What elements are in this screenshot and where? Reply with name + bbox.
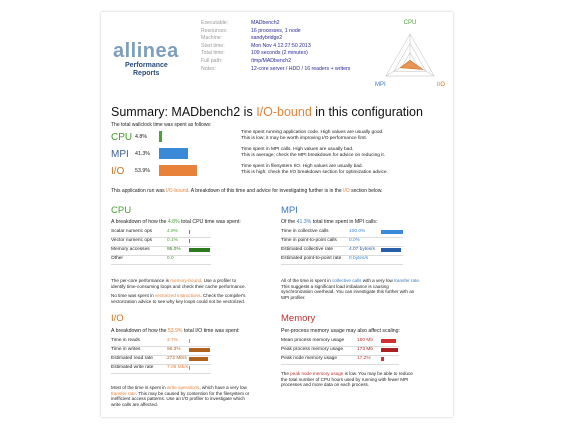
memory-advice-link-peak[interactable]: peak node memory usage [290,371,344,376]
summary-mpi-pct: 41.3% [135,151,151,157]
memory-row-divider [281,364,399,365]
mpi-advice-text-d: This suggests a significant load imbalance is causing [281,283,389,289]
summary-footer-link-iobound[interactable]: I/O-bound [166,188,189,194]
header-field-value: /tmp/MADbench2 [251,58,292,64]
summary-io-desc-2: This is high; check the I/O breakdown section for optimization advice. [241,170,388,176]
cpu-advice-1 [111,278,246,289]
io-row-value: 272 Mb/s [167,356,187,361]
io-advice [111,385,249,407]
mpi-advice-text-f: MPI profiler. [281,294,306,300]
cpu-row-divider [111,255,211,256]
io-row-label: Time in writes [111,347,141,352]
radar-label-io: I/O [436,82,445,88]
summary-cpu-desc-1: Time spent running application code. High values are usually good. [241,130,384,135]
mpi-intro-highlight: 41.3% [296,219,312,225]
io-advice-text-a: Most of the time is spent in [111,385,167,390]
cpu-row-value: 0.1% [167,238,178,243]
header-field-value: 16 processes, 1 node [251,27,301,34]
cpu-row-label: Vector numeric ops [111,238,153,243]
summary-title [111,105,423,119]
summary-io-desc [241,164,388,176]
memory-row-value: 17.2% [357,356,371,361]
header-field-value: Mon Nov 4 12:27:50 2013 [251,42,311,49]
memory-advice-text-d: processes and more data on each process. [281,382,370,388]
cpu-section-intro [111,219,241,225]
summary-io-pct: 53.9% [135,168,151,174]
cpu-advice-1-text-c: identify time-consuming loops and check their cache performance. [111,283,246,289]
mpi-row-value: 0.0% [349,238,360,243]
memory-advice-text-c: the total number of CPU hours used by running with fewer MPI [281,376,409,382]
header-field-value: 109 seconds (2 minutes) [251,50,308,57]
io-row-bar [189,366,190,370]
summary-mpi-desc-2: This is average; check the MPI breakdown for advice on reducing it. [241,153,385,159]
cpu-row-value: 0.0 [167,256,174,261]
memory-row-value: 173 Mb [357,347,373,352]
header-field-value: 12-core server / HDD / 16 readers + writers [251,65,351,72]
io-section-intro [111,328,240,334]
allinea-logo [111,40,179,80]
io-row-value: 3.7% [167,338,178,343]
io-advice-link-write-ops[interactable]: write operations [166,385,200,390]
header-field-label: Start time: [201,42,225,49]
summary-cpu-pct: 4.8% [135,134,148,140]
io-row-bar [189,348,210,352]
io-row-bar [189,339,190,343]
io-intro-highlight: 53.9% [167,328,183,334]
cpu-advice-1-text-b: . Use a profiler to [201,278,237,283]
mpi-advice-text-c: . [418,278,421,283]
mpi-row-label: Time in point-to-point calls [281,238,337,243]
io-intro-text-1: A breakdown of how the [111,328,168,334]
summary-mpi-desc [241,147,385,159]
mpi-advice-link-transfer-rate[interactable]: transfer rate [394,278,419,283]
summary-cpu-desc [241,130,383,142]
io-section-title: I/O [111,313,124,324]
summary-mpi-bar [159,148,188,159]
cpu-row-divider [111,264,211,265]
memory-advice [281,371,413,388]
io-row-bar [189,357,208,361]
header-field-label: Executable: [201,20,229,26]
summary-cpu-desc-2: This is low; it may be worth improving I/O performance first. [241,136,368,142]
header-field-label: Resources: [201,27,228,34]
memory-row-bar [381,348,398,352]
cpu-intro-text-1: A breakdown of how the [111,219,168,225]
radar-label-mpi: MPI [375,82,386,88]
mpi-section-intro [281,219,377,225]
header-field-label: Notes: [201,65,216,72]
cpu-row-bar [189,248,210,252]
summary-io-bar [159,165,197,176]
logo-sub-text-1: Performance [125,62,168,69]
cpu-row-label: Memory accesses [111,247,150,252]
io-row-label: Estimated write rate [111,365,154,370]
cpu-row-label: Other [111,256,123,261]
header-field-label: Full path: [201,58,223,64]
summary-cpu-label: CPU [111,132,133,143]
mpi-row-value: 100.0% [349,229,366,234]
mpi-row-value: 4.07 bytes/s [349,247,375,252]
mpi-advice-text-e: synchronization overhead. You can investigate this further with an [281,289,415,295]
cpu-advice-2 [111,293,245,304]
io-intro-text-2: total I/O time was spent: [182,328,240,334]
header-field-value: MADbench2 [251,20,280,26]
memory-section-title: Memory [281,313,316,324]
report-page [101,12,453,417]
mpi-row-label: Time in collective calls [281,229,329,234]
summary-io-desc-1: Time spent in filesystem I/O. High values are usually bad. [241,164,363,169]
mpi-intro-text-1: Of the [281,219,297,225]
summary-footer-text-1: This application run was [111,188,167,194]
cpu-row-value: 4.9% [167,229,178,234]
io-advice-text-c: . This may be caused by contention for the filesystem or [135,390,250,396]
summary-mpi-label: MPI [111,149,129,160]
mpi-row-bar [381,230,403,234]
summary-title-highlight: I/O-bound [256,105,312,119]
mpi-advice [281,278,420,300]
summary-title-prefix: Summary: MADbench2 is [111,105,257,119]
summary-footer-text-3: section below. [349,188,383,194]
memory-row-bar [381,357,384,361]
mpi-row-label: Estimated point-to-point rate [281,256,342,261]
memory-row-value: 160 Mb [357,338,373,343]
cpu-intro-highlight: 4.8% [167,219,180,225]
mpi-section-title: MPI [281,205,298,216]
cpu-advice-1-text-a: The per-core performance is [111,278,171,283]
io-advice-text-b: , which have a very low [199,385,247,390]
cpu-advice-2-text-b: . Check the compiler's [200,293,246,298]
cpu-row-label: Scalar numeric ops [111,229,153,234]
mpi-row-value: 0 bytes/s [349,256,369,261]
cpu-intro-text-2: total CPU time was spent: [179,219,241,225]
mpi-advice-text-a: All of the time is spent in [281,278,333,283]
cpu-advice-2-text-a: No time was spent in [111,293,155,298]
header-field-label: Total time: [201,50,225,57]
memory-advice-text-a: The [281,371,291,376]
summary-mpi-desc-1: Time spent in MPI calls. High values are usually bad. [241,147,354,152]
header-field-value: sandybridge2 [251,35,283,42]
memory-row-bar [381,339,396,343]
io-advice-text-e: write calls are affected. [111,401,158,407]
io-advice-text-d: inefficient access patterns. Use an I/O profiler to investigate which [111,396,245,402]
radar-chart [371,18,449,90]
summary-footer [111,188,383,194]
cpu-advice-link-vectorized[interactable]: vectorized instructions [154,293,201,298]
cpu-row-bar [189,239,190,243]
cpu-advice-2-text-c: vectorization advice to see why key loops could not be vectorized. [111,298,246,304]
mpi-advice-text-b: with a very low [361,278,395,283]
logo-main-text: allinea [113,40,179,62]
summary-title-suffix: in this configuration [311,105,423,119]
io-advice-link-transfer-rate[interactable]: transfer rate [111,390,136,396]
mpi-advice-link-collective[interactable]: collective calls [332,278,362,283]
cpu-row-value: 95.0% [167,247,181,252]
memory-section-intro: Per-process memory usage may also affect scaling: [281,328,400,334]
mpi-intro-text-2: total time spent in MPI calls: [311,219,378,225]
header-field-label: Machine: [201,35,223,42]
cpu-section-title: CPU [111,205,132,216]
logo-sub-text-2: Reports [133,70,160,77]
radar-polygon [400,60,423,69]
memory-advice-text-b: is low. You may be able to reduce [343,371,413,376]
memory-row-label: Peak process memory usage [281,347,344,352]
radar-label-cpu: CPU [403,20,417,26]
summary-footer-link-io[interactable]: I/O [343,188,350,194]
memory-row-label: Mean process memory usage [281,338,345,343]
io-row-label: Estimated read rate [111,356,153,361]
io-row-label: Time in reads [111,338,140,343]
io-row-value: 96.3% [167,347,181,352]
summary-intro: The total wallclock time was spent as follows: [111,122,212,128]
mpi-row-divider [281,264,403,265]
memory-row-label: Peak node memory usage [281,356,337,361]
cpu-row-bar [189,230,190,234]
io-row-value: 7.06 Mb/s [167,365,189,370]
io-row-divider [111,373,211,374]
summary-cpu-bar [159,131,162,142]
summary-io-label: I/O [111,166,125,177]
mpi-row-bar [381,248,401,252]
summary-footer-text-2: . A breakdown of this time and advice for investigating further is in the [188,188,344,194]
cpu-advice-link-memory-bound[interactable]: memory-bound [170,278,202,283]
mpi-row-label: Estimated collective rate [281,247,333,252]
